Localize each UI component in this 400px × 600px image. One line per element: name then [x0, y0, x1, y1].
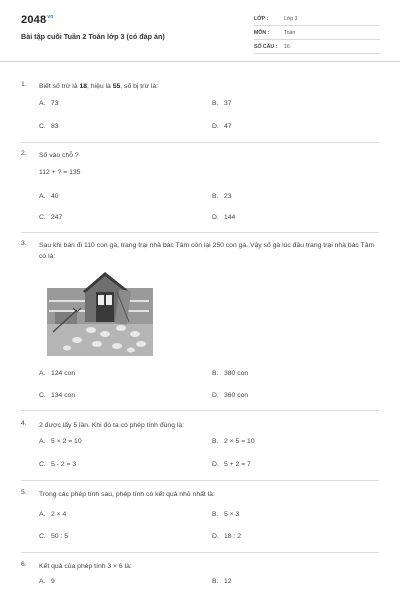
option-value: 124 con: [51, 370, 76, 377]
option-d[interactable]: [212, 392, 248, 399]
option-letter: D.: [212, 533, 219, 540]
option-value: 37: [224, 100, 232, 107]
option-letter: A.: [39, 438, 46, 445]
option-letter: D.: [212, 214, 219, 221]
question-number: 5.: [21, 489, 27, 496]
question-text: [39, 81, 379, 92]
question-number: 2.: [21, 150, 27, 157]
farm-illustration: [47, 270, 153, 356]
option-b[interactable]: [212, 438, 255, 445]
meta-subject: [254, 29, 380, 40]
option-letter: B.: [212, 193, 219, 200]
option-value: 5 - 2 = 3: [51, 461, 77, 468]
divider: [21, 232, 379, 233]
option-c[interactable]: [39, 392, 75, 399]
option-letter: A.: [39, 511, 46, 518]
option-letter: B.: [212, 100, 219, 107]
option-value: 5 + 2 = 7: [224, 461, 251, 468]
question-number: 4.: [21, 420, 27, 427]
option-letter: C.: [39, 461, 46, 468]
meta-count: [254, 43, 380, 54]
option-letter: C.: [39, 123, 46, 130]
question-number: 1.: [21, 81, 27, 88]
divider: [21, 480, 379, 481]
option-c[interactable]: [39, 533, 68, 540]
question-text-part: , hiệu là: [87, 83, 113, 90]
option-letter: D.: [212, 461, 219, 468]
option-a[interactable]: [39, 578, 55, 585]
meta-grade: [254, 15, 380, 26]
logo-text: 2048: [21, 14, 47, 26]
option-value: 134 con: [51, 392, 76, 399]
divider: [21, 552, 379, 553]
option-letter: B.: [212, 370, 219, 377]
option-value: 5 × 3: [224, 511, 240, 518]
document-header: [0, 0, 400, 62]
divider: [21, 142, 379, 143]
question-text-bold: 18: [79, 83, 87, 90]
option-b[interactable]: [212, 370, 248, 377]
meta-label: MÔN :: [254, 30, 270, 36]
option-value: 5 × 2 = 10: [51, 438, 82, 445]
option-letter: A.: [39, 578, 46, 585]
option-letter: C.: [39, 392, 46, 399]
option-letter: D.: [212, 123, 219, 130]
option-a[interactable]: [39, 438, 82, 445]
option-a[interactable]: [39, 370, 75, 377]
option-b[interactable]: [212, 100, 232, 107]
divider: [21, 410, 379, 411]
option-a[interactable]: [39, 100, 59, 107]
option-d[interactable]: [212, 123, 232, 130]
option-value: 2 × 4: [51, 511, 67, 518]
question-text: Sau khi bán đi 110 con gà, trang trại nhà bác Tâm còn lại 250 con gà. Vậy số gà lúc đầu trang trại nhà bác Tâm có là:: [39, 242, 375, 260]
option-letter: A.: [39, 100, 46, 107]
question-text: Trong các phép tính sau, phép tính có kết quả nhỏ nhất là:: [39, 491, 215, 498]
option-letter: A.: [39, 193, 46, 200]
option-letter: D.: [212, 392, 219, 399]
question-text: 2 được lấy 5 lần. Khi đó ta có phép tính đúng là:: [39, 422, 185, 429]
logo-suffix: vn: [47, 14, 54, 21]
question-text: Số vào chỗ ?: [39, 152, 79, 159]
option-d[interactable]: [212, 214, 235, 221]
option-letter: A.: [39, 370, 46, 377]
option-letter: C.: [39, 533, 46, 540]
option-b[interactable]: [212, 193, 232, 200]
option-value: 247: [51, 214, 63, 221]
meta-value: Toán: [284, 30, 296, 36]
option-value: 2 × 5 = 10: [224, 438, 255, 445]
meta-value: 16: [284, 44, 290, 50]
option-b[interactable]: [212, 578, 232, 585]
option-value: 9: [51, 578, 55, 585]
question-expression: 112 + ? = 135: [39, 169, 81, 176]
option-letter: C.: [39, 214, 46, 221]
meta-value: Lớp 3: [284, 16, 298, 22]
meta-label: SỐ CÂU :: [254, 44, 278, 50]
option-value: 83: [51, 123, 59, 130]
option-c[interactable]: [39, 123, 59, 130]
question-text-part: Biết số trừ là: [39, 83, 80, 90]
question-text-bold: 55: [112, 83, 121, 90]
option-letter: B.: [212, 438, 219, 445]
option-value: 380 con: [224, 370, 249, 377]
option-letter: B.: [212, 578, 219, 585]
option-value: 18 : 2: [224, 533, 242, 540]
option-b[interactable]: [212, 511, 239, 518]
option-value: 23: [224, 193, 232, 200]
option-value: 73: [51, 100, 59, 107]
question-number: 6.: [21, 561, 27, 568]
option-value: 12: [224, 578, 232, 585]
option-a[interactable]: [39, 193, 59, 200]
option-value: 360 con: [224, 392, 249, 399]
option-c[interactable]: [39, 214, 62, 221]
option-d[interactable]: [212, 461, 251, 468]
option-value: 50 : 5: [51, 533, 69, 540]
option-d[interactable]: [212, 533, 241, 540]
page-title: Bài tập cuối Tuần 2 Toán lớp 3 (có đáp án): [21, 32, 165, 41]
option-a[interactable]: [39, 511, 66, 518]
site-logo[interactable]: [21, 14, 54, 26]
question-text-part: , số bị trừ là:: [120, 83, 159, 90]
option-value: 144: [224, 214, 236, 221]
meta-label: LỚP :: [254, 16, 269, 22]
option-c[interactable]: [39, 461, 76, 468]
option-value: 47: [224, 123, 232, 130]
option-value: 40: [51, 193, 59, 200]
question-text: Kết quả của phép tính 3 × 6 là:: [39, 563, 132, 570]
question-number: 3.: [21, 240, 27, 247]
option-letter: B.: [212, 511, 219, 518]
